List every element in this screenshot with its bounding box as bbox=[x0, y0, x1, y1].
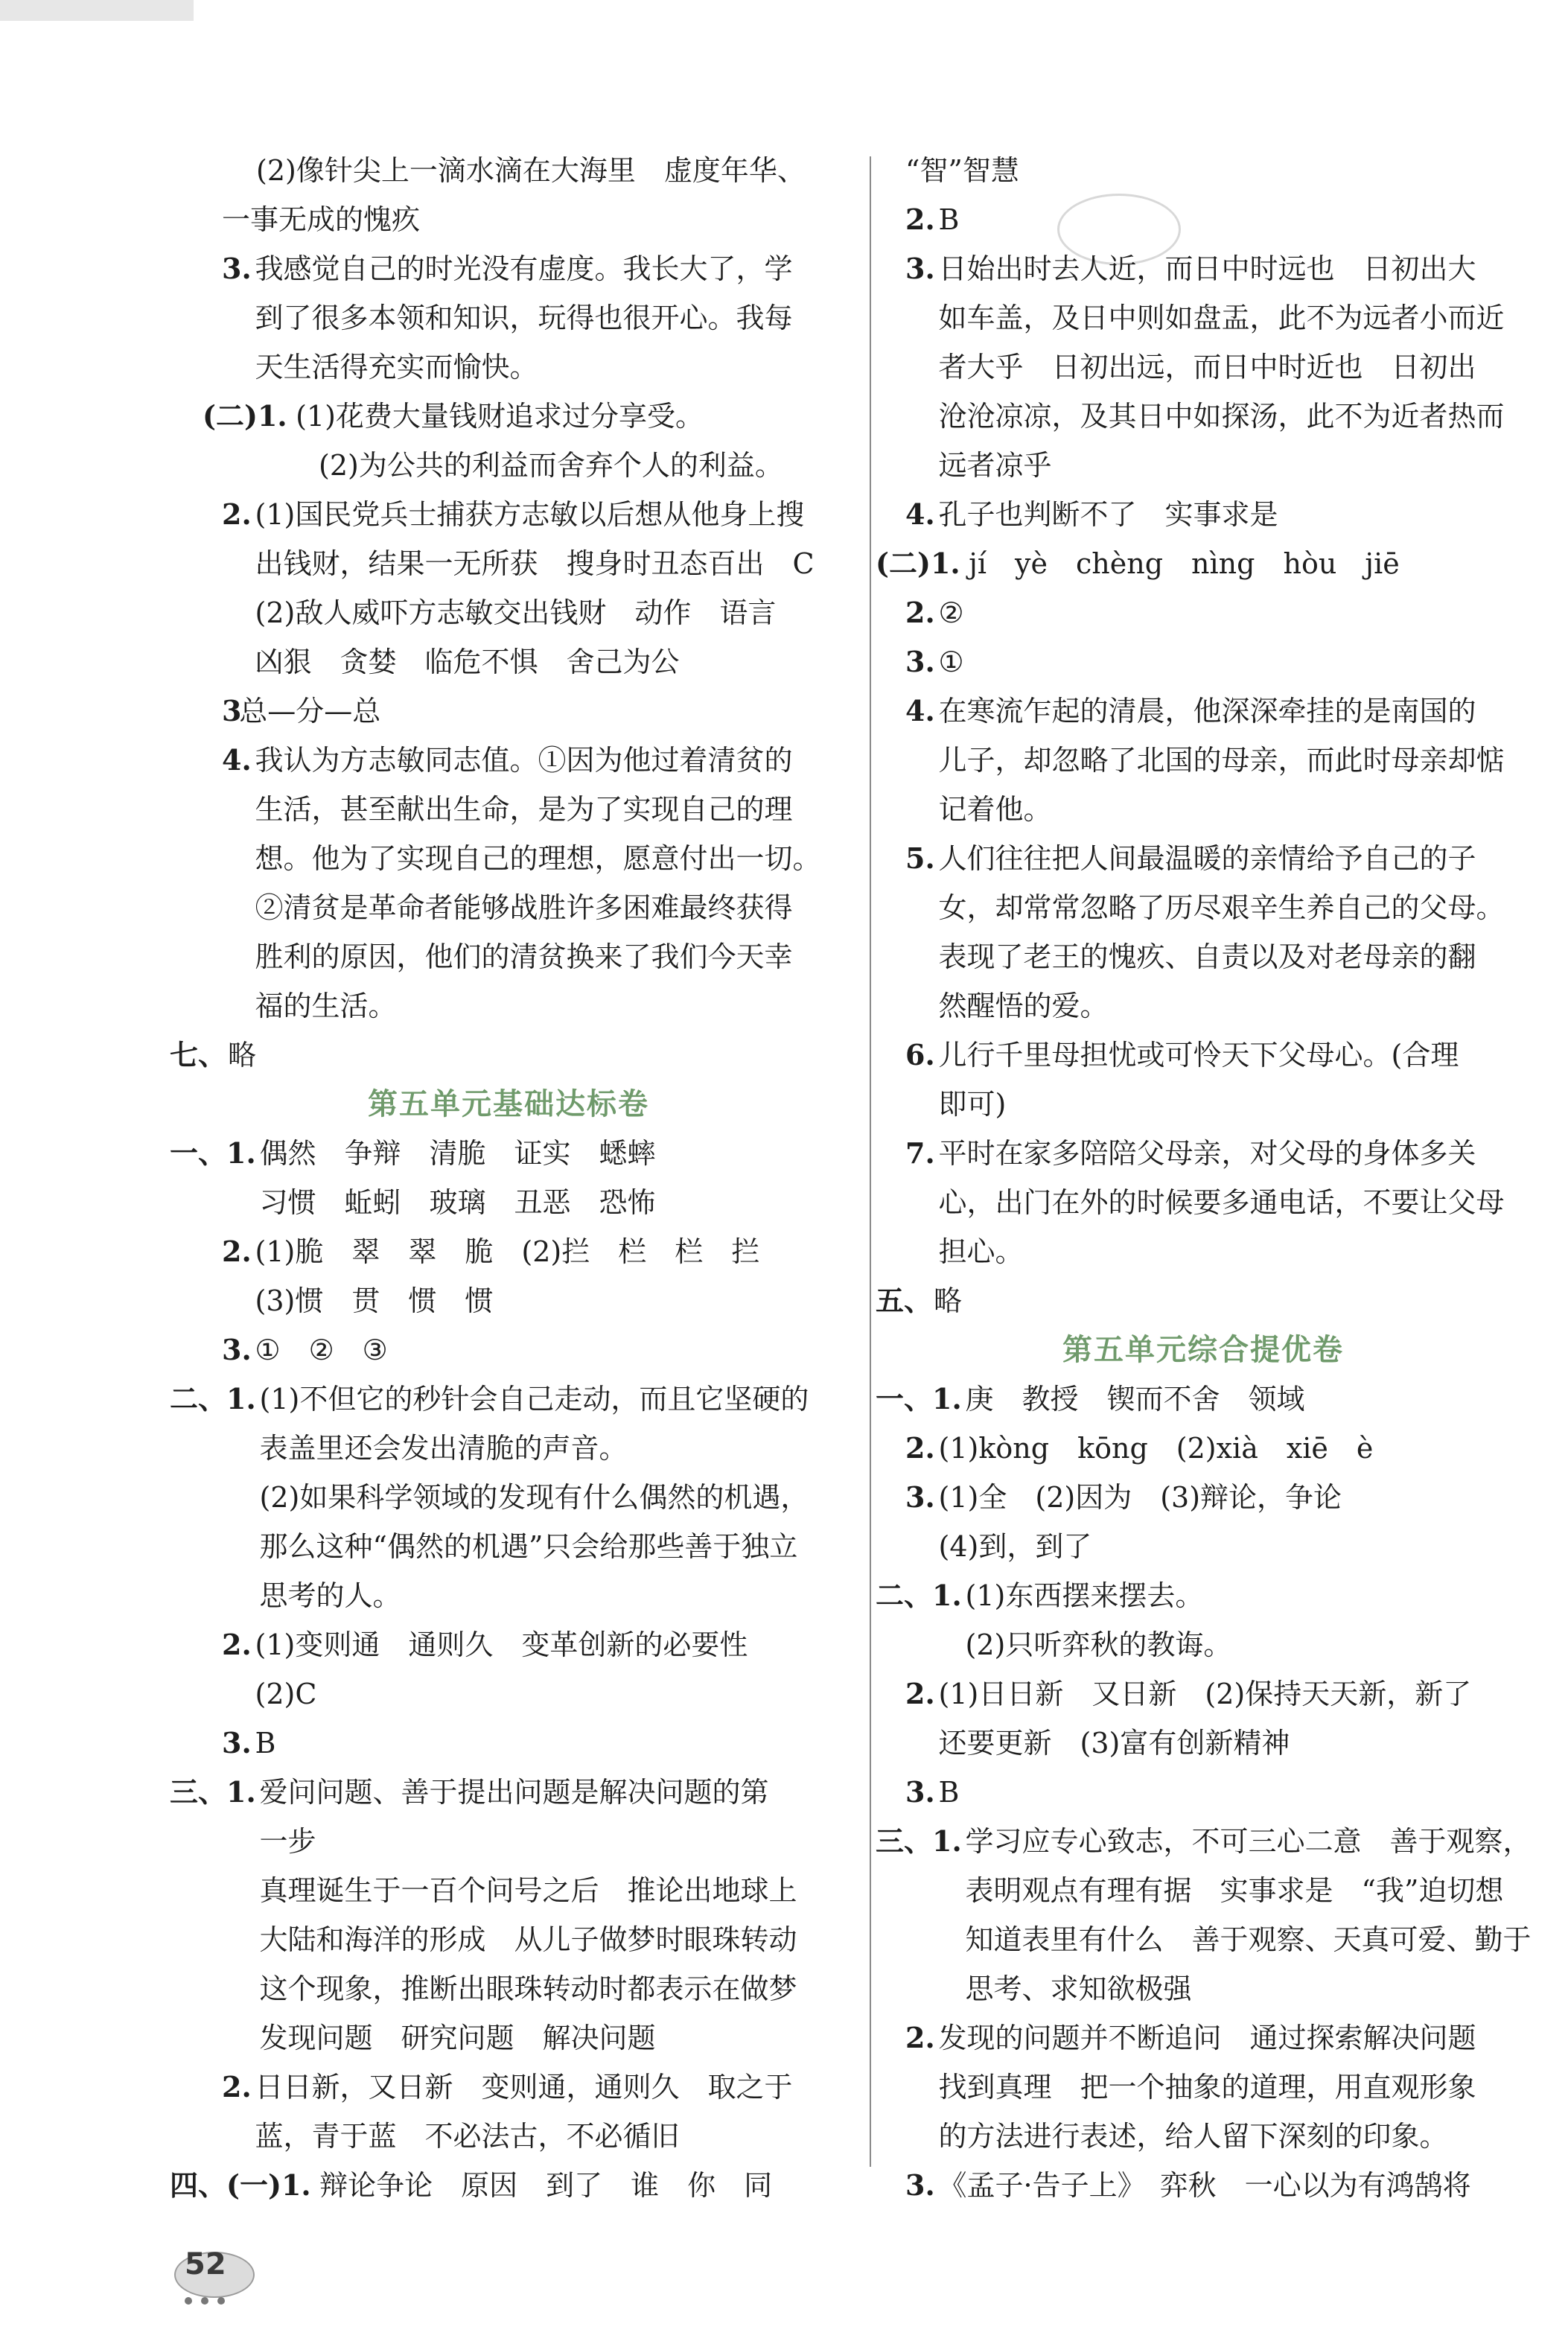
answer-text: 平时在家多陪陪父母亲，对父母的身体多关 bbox=[938, 1137, 1476, 1170]
item-number: 5. bbox=[905, 841, 935, 875]
answer-line bbox=[170, 2013, 847, 2063]
answer-line bbox=[170, 1522, 847, 1571]
answer-line bbox=[876, 785, 1531, 834]
answer-line bbox=[876, 2161, 1531, 2210]
answer-line bbox=[876, 736, 1531, 785]
answer-text: 思考、求知欲极强 bbox=[965, 1972, 1192, 2005]
left-column bbox=[170, 146, 847, 2210]
answer-line bbox=[876, 687, 1531, 736]
answer-line bbox=[170, 1915, 847, 1964]
answer-text: 真理诞生于一百个问号之后 推论出地球上 bbox=[259, 1874, 797, 1907]
item-number: 7. bbox=[905, 1136, 935, 1170]
answer-text: ① bbox=[938, 646, 964, 678]
answer-line bbox=[170, 343, 847, 392]
answer-text: 那么这种“偶然的机遇”只会给那些善于独立 bbox=[259, 1530, 798, 1563]
right-column bbox=[876, 146, 1531, 2210]
answer-text: 这个现象，推断出眼珠转动时都表示在做梦 bbox=[259, 1972, 797, 2005]
answer-line bbox=[170, 293, 847, 343]
answer-text: 表盖里还会发出清脆的声音。 bbox=[259, 1432, 628, 1465]
answer-line bbox=[876, 1080, 1531, 1129]
column-divider bbox=[870, 156, 871, 2167]
answer-text: 心，出门在外的时候要多通电话，不要让父母 bbox=[938, 1186, 1505, 1219]
answer-text: (1)花费大量钱财追求过分享受。 bbox=[296, 400, 704, 433]
answer-text: (1)变则通 通则久 变革创新的必要性 bbox=[255, 1628, 748, 1661]
answer-line bbox=[170, 1375, 847, 1424]
answer-line bbox=[170, 539, 847, 588]
answer-text: 日始出时去人近，而日中时远也 日初出大 bbox=[938, 252, 1476, 285]
section-title: 第五单元基础达标卷 bbox=[368, 1087, 649, 1121]
answer-text: 然醒悟的爱。 bbox=[938, 990, 1109, 1022]
item-number: 七、 bbox=[170, 1038, 227, 1071]
answer-line bbox=[170, 834, 847, 883]
answer-line bbox=[876, 1571, 1531, 1620]
answer-text: 总—分—总 bbox=[239, 695, 381, 727]
answer-line bbox=[170, 490, 847, 539]
answer-text: 发现问题 研究问题 解决问题 bbox=[259, 2022, 656, 2054]
answer-text: (1)国民党兵士捕获方志敏以后想从他身上搜 bbox=[255, 498, 805, 531]
ufo-lights-icon bbox=[185, 2293, 244, 2301]
answer-line bbox=[170, 1325, 847, 1375]
answer-line bbox=[876, 1031, 1531, 1080]
answer-text: (1)kòng kōng (2)xià xiē è bbox=[938, 1432, 1374, 1465]
answer-line bbox=[876, 539, 1531, 588]
answer-line bbox=[876, 392, 1531, 441]
answer-text: 到了很多本领和知识，玩得也很开心。我每 bbox=[255, 302, 793, 334]
answer-text: (3)惯 贯 惯 惯 bbox=[255, 1284, 494, 1317]
answer-text: 表现了老王的愧疚、自责以及对老母亲的翻 bbox=[938, 940, 1476, 973]
item-number: 2. bbox=[905, 596, 935, 629]
answer-line bbox=[170, 441, 847, 490]
answer-text: 庚 教授 锲而不舍 领域 bbox=[965, 1383, 1305, 1415]
answer-line bbox=[170, 1866, 847, 1915]
item-number: 3. bbox=[905, 1775, 935, 1809]
answer-line bbox=[170, 1571, 847, 1620]
answer-text: 者大乎 日初出远，而日中时近也 日初出 bbox=[938, 351, 1476, 383]
answer-line bbox=[170, 588, 847, 637]
answer-text: ② bbox=[938, 596, 964, 629]
answer-line bbox=[170, 1768, 847, 1817]
page-number-badge bbox=[170, 2241, 259, 2304]
answer-text: B bbox=[255, 1727, 276, 1760]
item-number: 四、(一)1. bbox=[170, 2168, 311, 2202]
answer-line bbox=[170, 687, 847, 736]
section-heading bbox=[876, 1325, 1531, 1375]
answer-line bbox=[876, 1424, 1531, 1473]
answer-text: 还要更新 (3)富有创新精神 bbox=[938, 1727, 1290, 1760]
answer-line bbox=[876, 195, 1531, 244]
answer-line bbox=[876, 244, 1531, 293]
answer-text: 在寒流乍起的清晨，他深深牵挂的是南国的 bbox=[938, 695, 1476, 727]
answer-line bbox=[876, 441, 1531, 490]
answer-text: 一步 bbox=[259, 1825, 316, 1858]
answer-line bbox=[170, 1620, 847, 1669]
answer-line bbox=[876, 932, 1531, 981]
answer-text: 略 bbox=[934, 1284, 963, 1317]
answer-text: 担心。 bbox=[938, 1235, 1024, 1268]
item-number: 2. bbox=[905, 2021, 935, 2054]
answer-line bbox=[170, 736, 847, 785]
answer-text: 一事无成的愧疚 bbox=[222, 203, 421, 236]
item-number: 4. bbox=[905, 694, 935, 727]
item-number: 3. bbox=[905, 252, 935, 285]
answer-line bbox=[876, 1817, 1531, 1866]
answer-text: 儿子，却忽略了北国的母亲，而此时母亲却惦 bbox=[938, 744, 1505, 777]
answer-line bbox=[170, 1129, 847, 1178]
answer-text: 生活，甚至献出生命，是为了实现自己的理 bbox=[255, 793, 793, 826]
answer-text: 思考的人。 bbox=[259, 1579, 401, 1612]
item-number: 2. bbox=[905, 1431, 935, 1465]
page-number: 52 bbox=[185, 2247, 226, 2281]
item-number: 2. bbox=[222, 497, 252, 531]
item-number: 三、1. bbox=[170, 1775, 256, 1809]
section-title: 第五单元综合提优卷 bbox=[1062, 1333, 1344, 1367]
answer-line bbox=[170, 195, 847, 244]
answer-line bbox=[170, 2063, 847, 2112]
answer-line bbox=[876, 588, 1531, 637]
answer-text: 即可) bbox=[938, 1088, 1007, 1121]
answer-text: 胜利的原因，他们的清贫换来了我们今天幸 bbox=[255, 940, 793, 973]
answer-text: 儿行千里母担忧或可怜天下父母心。(合理 bbox=[938, 1039, 1459, 1071]
answer-line bbox=[170, 883, 847, 932]
answer-text: (1)全 (2)因为 (3)辩论，争论 bbox=[938, 1481, 1342, 1514]
answer-line bbox=[876, 1866, 1531, 1915]
answer-line bbox=[876, 1768, 1531, 1817]
item-number: 二、1. bbox=[170, 1382, 256, 1415]
answer-line bbox=[170, 1719, 847, 1768]
answer-text: 远者凉乎 bbox=[938, 449, 1052, 482]
answer-text: ① ② ③ bbox=[255, 1334, 388, 1366]
item-number: 3 bbox=[222, 694, 242, 727]
answer-line bbox=[876, 981, 1531, 1031]
answer-line bbox=[170, 2161, 847, 2210]
answer-line bbox=[876, 1719, 1531, 1768]
answer-text: (1)东西摆来摆去。 bbox=[965, 1579, 1204, 1612]
answer-text: (2)如果科学领域的发现有什么偶然的机遇， bbox=[259, 1481, 809, 1514]
answer-text: (4)到，到了 bbox=[938, 1530, 1092, 1563]
item-number: 2. bbox=[222, 1235, 252, 1268]
item-number: 三、1. bbox=[876, 1824, 962, 1858]
answer-line bbox=[876, 2112, 1531, 2161]
answer-line bbox=[876, 637, 1531, 687]
answer-text: 福的生活。 bbox=[255, 990, 397, 1022]
item-number: 二、1. bbox=[876, 1579, 962, 1612]
answer-line bbox=[876, 343, 1531, 392]
answer-text: 辩论争论 原因 到了 谁 你 同 bbox=[319, 2169, 773, 2202]
item-number: 2. bbox=[222, 2070, 252, 2104]
answer-line bbox=[170, 1178, 847, 1227]
answer-line bbox=[170, 244, 847, 293]
item-number: 3. bbox=[905, 2168, 935, 2202]
answer-text: 沧沧凉凉，及其日中如探汤，此不为近者热而 bbox=[938, 400, 1505, 433]
answer-line bbox=[876, 1473, 1531, 1522]
answer-line bbox=[876, 2013, 1531, 2063]
answer-line bbox=[876, 1522, 1531, 1571]
answer-text: (2)像针尖上一滴水滴在大海里 虚度年华、 bbox=[256, 154, 806, 187]
answer-line bbox=[876, 1178, 1531, 1227]
answer-text: 我认为方志敏同志值。①因为他过着清贫的 bbox=[255, 744, 793, 777]
answer-line bbox=[170, 392, 847, 441]
answer-line bbox=[170, 1817, 847, 1866]
answer-text: 我感觉自己的时光没有虚度。我长大了，学 bbox=[255, 252, 793, 285]
answer-line bbox=[170, 1276, 847, 1325]
answer-line bbox=[170, 932, 847, 981]
section-heading bbox=[170, 1080, 847, 1129]
item-number: 4. bbox=[222, 743, 252, 777]
answer-text: 人们往往把人间最温暖的亲情给予自己的子 bbox=[938, 842, 1476, 875]
item-number: (二)1. bbox=[203, 399, 287, 433]
item-number: 一、1. bbox=[876, 1382, 962, 1415]
answer-line bbox=[876, 1964, 1531, 2013]
answer-text: B bbox=[938, 203, 960, 236]
answer-line bbox=[170, 981, 847, 1031]
answer-text: 习惯 蚯蚓 玻璃 丑恶 恐怖 bbox=[259, 1186, 656, 1219]
answer-text: B bbox=[938, 1776, 960, 1809]
answer-line bbox=[876, 1620, 1531, 1669]
answer-text: 《孟子·告子上》 弈秋 一心以为有鸿鹄将 bbox=[938, 2169, 1471, 2202]
answer-line bbox=[876, 146, 1531, 195]
answer-line bbox=[876, 1915, 1531, 1964]
answer-text: 大陆和海洋的形成 从儿子做梦时眼珠转动 bbox=[259, 1923, 797, 1956]
answer-text: (2)C bbox=[255, 1678, 317, 1710]
answer-line bbox=[876, 1227, 1531, 1276]
item-number: 2. bbox=[222, 1628, 252, 1661]
answer-text: 出钱财，结果一无所获 搜身时丑态百出 C bbox=[255, 547, 815, 580]
answer-text: 偶然 争辩 清脆 证实 蟋蟀 bbox=[259, 1137, 656, 1170]
answer-line bbox=[170, 1473, 847, 1522]
answer-line bbox=[876, 1375, 1531, 1424]
answer-text: 天生活得充实而愉快。 bbox=[255, 351, 538, 383]
item-number: 3. bbox=[905, 1480, 935, 1514]
answer-text: 孔子也判断不了 实事求是 bbox=[938, 498, 1278, 531]
answer-line bbox=[876, 1129, 1531, 1178]
answer-text: (1)脆 翠 翠 脆 (2)拦 栏 栏 拦 bbox=[255, 1235, 760, 1268]
item-number: (二)1. bbox=[876, 547, 960, 580]
item-number: 3. bbox=[905, 645, 935, 678]
top-edge-bar bbox=[0, 0, 194, 21]
answer-text: 女，却常常忽略了历尽艰辛生养自己的父母。 bbox=[938, 891, 1505, 924]
answer-line bbox=[876, 490, 1531, 539]
answer-text: ②清贫是革命者能够战胜许多困难最终获得 bbox=[255, 891, 793, 924]
answer-text: (2)敌人威吓方志敏交出钱财 动作 语言 bbox=[255, 596, 777, 629]
answer-line bbox=[876, 1669, 1531, 1719]
answer-text: 表明观点有理有据 实事求是 “我”迫切想 bbox=[965, 1874, 1504, 1907]
answer-text: 如车盖，及日中则如盘盂，此不为远者小而近 bbox=[938, 302, 1505, 334]
item-number: 6. bbox=[905, 1038, 935, 1071]
item-number: 2. bbox=[905, 1677, 935, 1710]
answer-text: “智”智慧 bbox=[905, 154, 1019, 187]
answer-text: 想。他为了实现自己的理想，愿意付出一切。 bbox=[255, 842, 821, 875]
answer-text: 找到真理 把一个抽象的道理，用直观形象 bbox=[938, 2071, 1476, 2104]
item-number: 3. bbox=[222, 1333, 252, 1366]
answer-line bbox=[170, 146, 847, 195]
answer-text: (1)不但它的秒针会自己走动，而且它坚硬的 bbox=[259, 1383, 809, 1415]
answer-text: 学习应专心致志，不可三心二意 善于观察， bbox=[965, 1825, 1532, 1858]
answer-line bbox=[170, 785, 847, 834]
answer-line bbox=[170, 1669, 847, 1719]
item-number: 2. bbox=[905, 203, 935, 236]
answer-text: 知道表里有什么 善于观察、天真可爱、勤于 bbox=[965, 1923, 1532, 1956]
answer-line bbox=[170, 1424, 847, 1473]
answer-text: jí yè chèng nìng hòu jiē bbox=[969, 547, 1400, 580]
item-number: 3. bbox=[222, 252, 252, 285]
answer-text: 的方法进行表述，给人留下深刻的印象。 bbox=[938, 2120, 1448, 2153]
answer-line bbox=[170, 1964, 847, 2013]
answer-line bbox=[170, 1031, 847, 1080]
item-number: 一、1. bbox=[170, 1136, 256, 1170]
answer-line bbox=[876, 883, 1531, 932]
answer-line bbox=[876, 293, 1531, 343]
answer-line bbox=[170, 637, 847, 687]
answer-text: 略 bbox=[228, 1039, 257, 1071]
answer-text: (1)日日新 又日新 (2)保持天天新，新了 bbox=[938, 1678, 1472, 1710]
item-number: 五、 bbox=[876, 1284, 933, 1317]
item-number: 4. bbox=[905, 497, 935, 531]
answer-line bbox=[170, 1227, 847, 1276]
answer-text: 爱问问题、善于提出问题是解决问题的第 bbox=[259, 1776, 769, 1809]
answer-text: (2)只听弈秋的教诲。 bbox=[965, 1628, 1232, 1661]
answer-line bbox=[170, 2112, 847, 2161]
answer-text: 蓝，青于蓝 不必法古，不必循旧 bbox=[255, 2120, 680, 2153]
answer-text: 发现的问题并不断追问 通过探索解决问题 bbox=[938, 2022, 1476, 2054]
answer-text: 凶狠 贪婪 临危不惧 舍己为公 bbox=[255, 646, 680, 678]
answer-text: (2)为公共的利益而舍弃个人的利益。 bbox=[319, 449, 783, 482]
answer-line bbox=[876, 834, 1531, 883]
answer-line bbox=[876, 1276, 1531, 1325]
answer-text: 记着他。 bbox=[938, 793, 1052, 826]
answer-text: 日日新，又日新 变则通，通则久 取之于 bbox=[255, 2071, 793, 2104]
item-number: 3. bbox=[222, 1726, 252, 1760]
answer-line bbox=[876, 2063, 1531, 2112]
